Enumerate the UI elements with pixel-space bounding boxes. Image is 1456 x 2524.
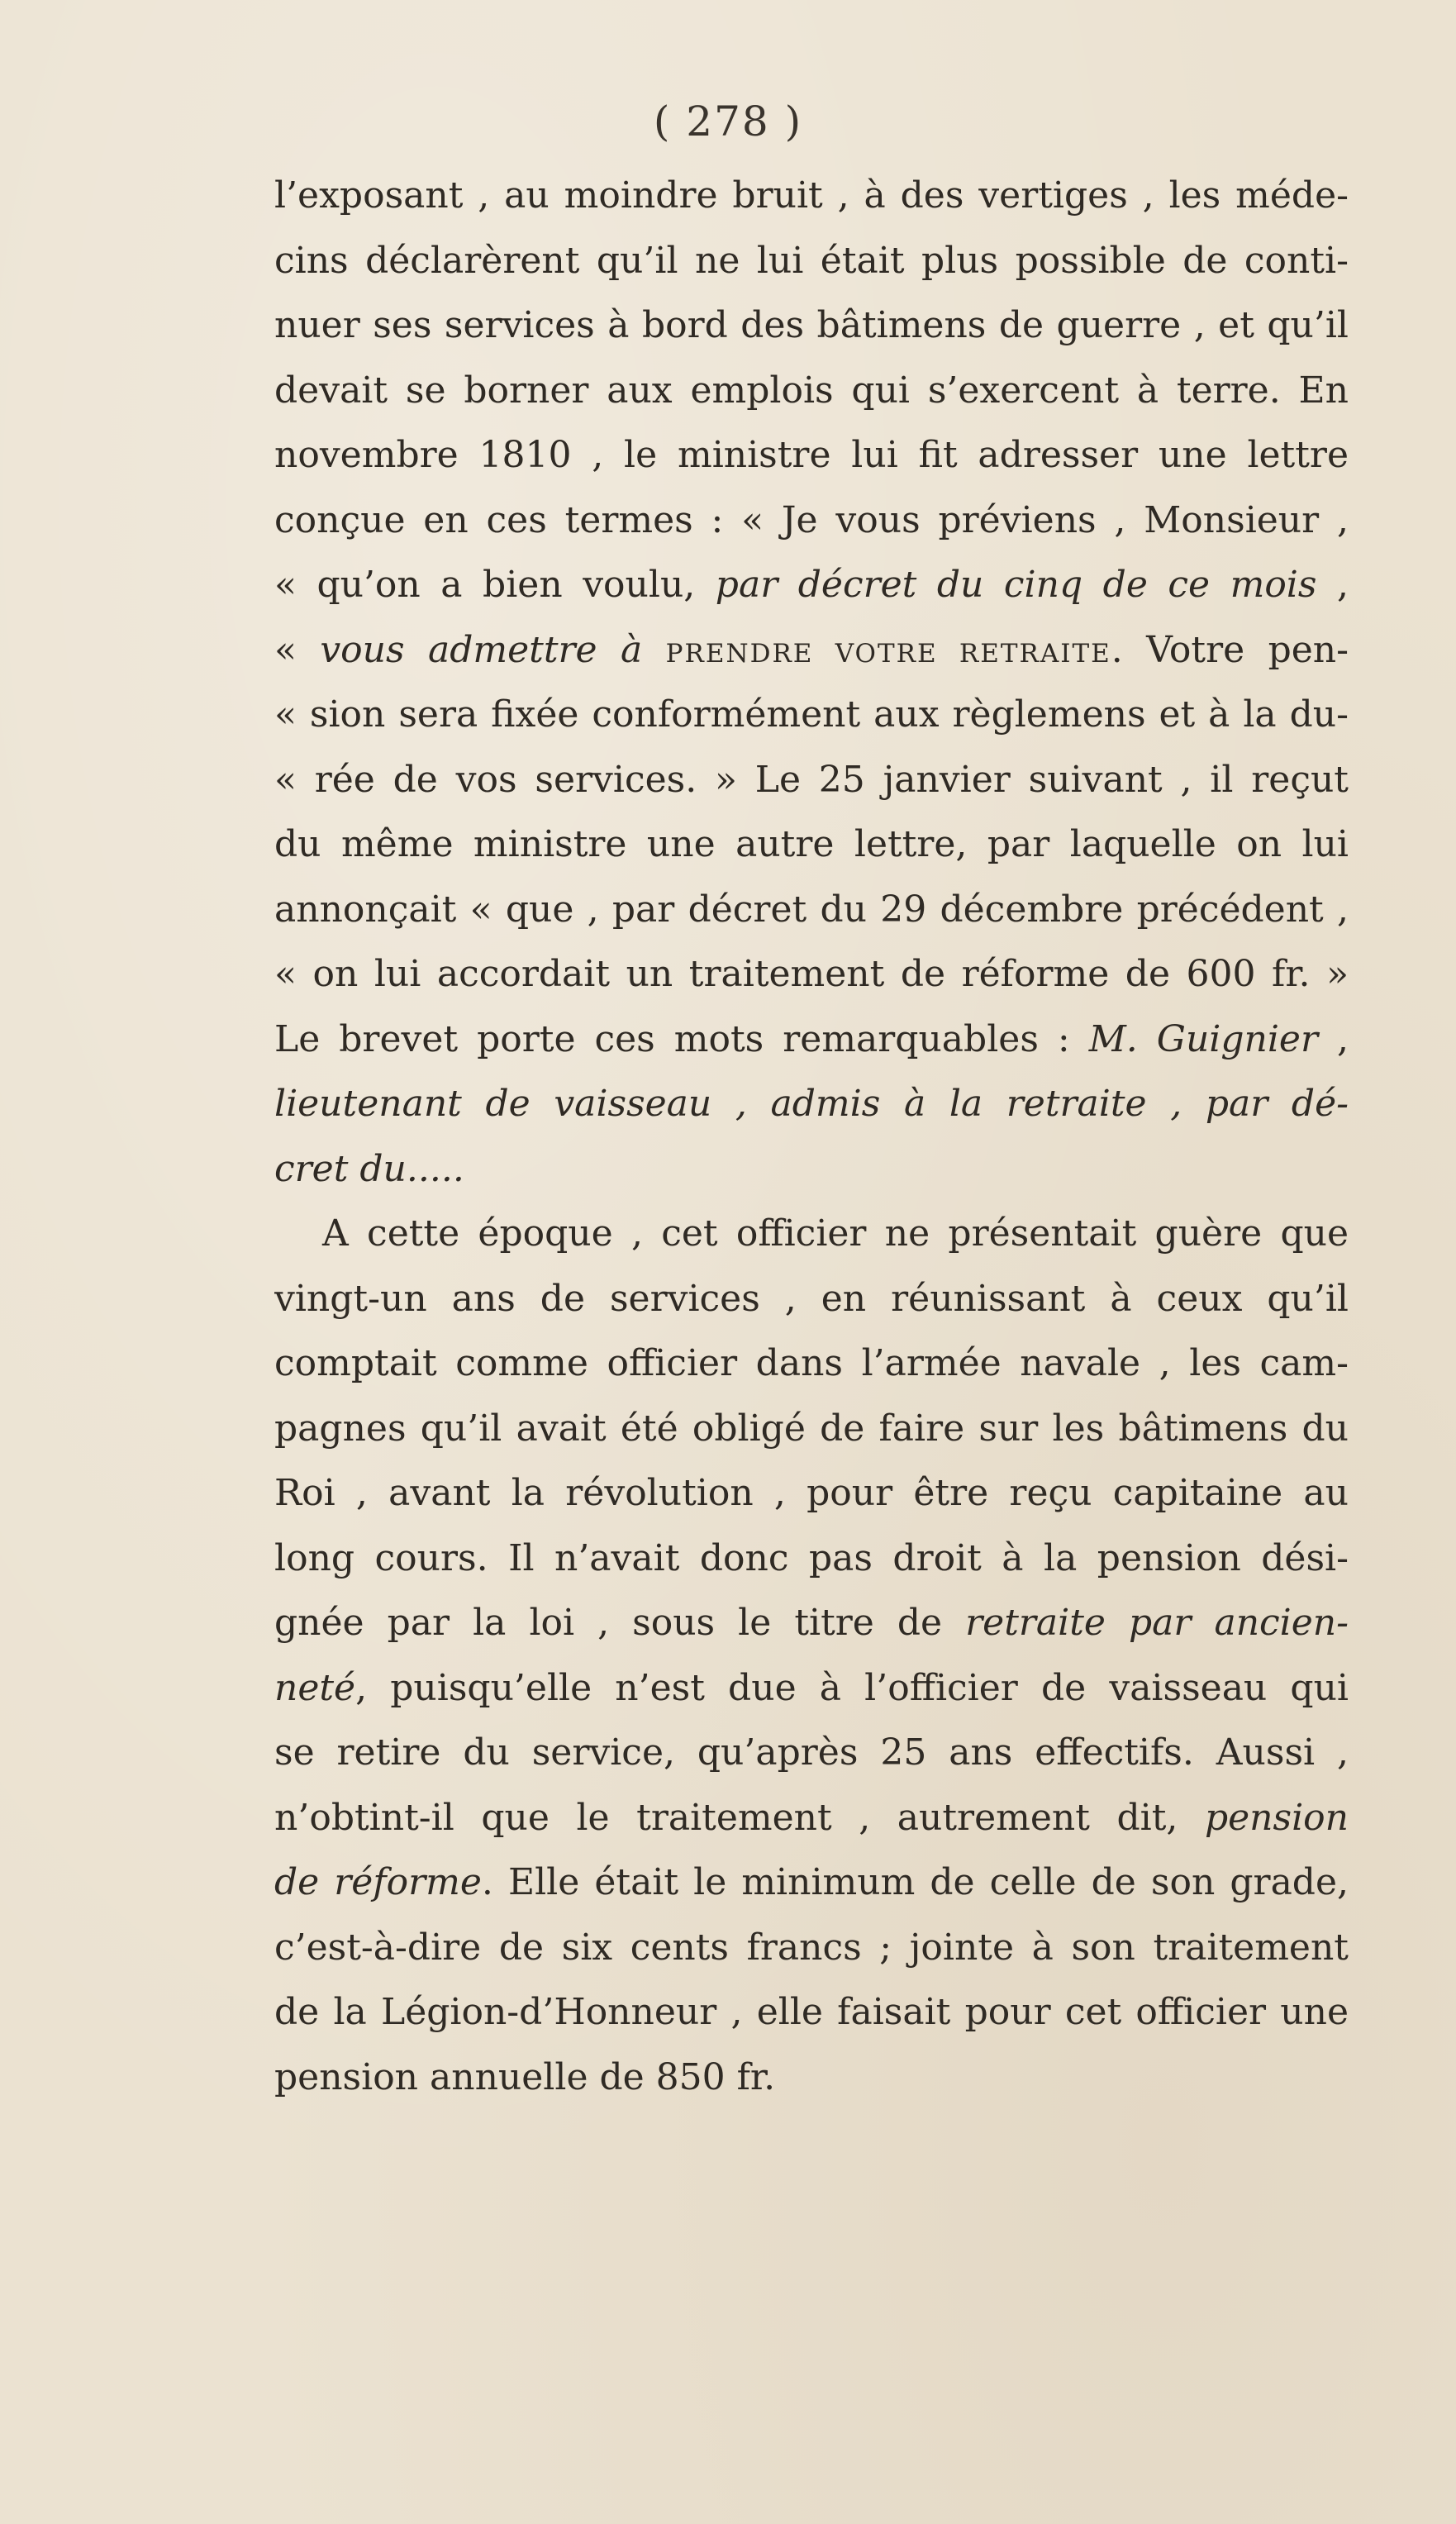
italic-text: retraite par ancien- [965, 1602, 1349, 1644]
italic-text: neté [274, 1666, 356, 1709]
text-line [274, 1331, 1349, 1397]
text-line [274, 878, 1349, 943]
text-run: long cours. Il n’avait donc pas droit à la pension dési- [274, 1536, 1349, 1579]
text-line [274, 812, 1349, 878]
text-line [274, 1850, 1349, 1916]
text-line [274, 423, 1349, 488]
text-line [274, 618, 1349, 683]
text-run: de la Légion-d’Honneur , elle faisait pour cet officier une [274, 1991, 1349, 2033]
italic-text: de réforme [274, 1861, 482, 1903]
text-line [274, 748, 1349, 813]
text-run [642, 629, 665, 671]
text-run: nuer ses services à bord des bâtimens de guerre , et qu’il [274, 304, 1349, 346]
text-run: annonçait « que , par décret du 29 décembre précédent , [274, 888, 1349, 931]
text-run: devait se borner aux emplois qui s’exercent à terre. En [274, 369, 1349, 412]
italic-text: vous admettre à [320, 628, 643, 671]
text-line [274, 1916, 1349, 1981]
italic-text: lieutenant de vaisseau , admis à la retraite , par dé- [274, 1083, 1349, 1125]
text-line [274, 2045, 1349, 2111]
text-run: . Elle était le minimum de celle de son grade, [481, 1861, 1349, 1903]
text-line [274, 488, 1349, 554]
text-run: « on lui accordait un traitement de réforme de 600 fr. » [274, 953, 1349, 995]
text-run: n’obtint-il que le traitement , autrement dit, [274, 1796, 1205, 1839]
text-line [274, 1202, 1349, 1267]
text-run: pension annuelle de 850 fr. [274, 2055, 776, 2098]
text-line [274, 683, 1349, 748]
text-line [274, 1137, 1349, 1202]
text-line [274, 1980, 1349, 2045]
text-run: Le brevet porte ces mots remarquables : [274, 1017, 1089, 1060]
text-run: du même ministre une autre lettre, par laquelle on lui [274, 823, 1349, 865]
text-run: pagnes qu’il avait été obligé de faire sur les bâtimens du [274, 1407, 1349, 1450]
italic-text: par décret du cinq de ce mois [715, 564, 1317, 606]
text-run: A cette époque , cet officier ne présentait guère que [322, 1212, 1349, 1255]
text-run: , [1316, 564, 1349, 606]
text-line [274, 359, 1349, 424]
text-run: « sion sera fixée conformément aux règlemens et à la du- [274, 693, 1349, 736]
text-run: gnée par la loi , sous le titre de [274, 1602, 966, 1644]
text-line [274, 1397, 1349, 1462]
text-line [274, 1072, 1349, 1137]
text-run: cins déclarèrent qu’il ne lui était plus possible de conti- [274, 239, 1349, 282]
text-line [274, 1461, 1349, 1526]
text-run: novembre 1810 , le ministre lui fit adresser une lettre [274, 434, 1349, 476]
text-run: vingt-un ans de services , en réunissant à ceux qu’il [274, 1277, 1349, 1320]
text-line [274, 293, 1349, 359]
text-line [274, 164, 1349, 229]
italic-text: pension [1204, 1796, 1349, 1839]
text-run: . Votre pen- [1111, 628, 1349, 671]
text-run: c’est-à-dire de six cents francs ; jointe à son traitement [274, 1926, 1349, 1969]
text-run: « [274, 628, 321, 671]
body-text [274, 164, 1349, 2110]
text-line [274, 1591, 1349, 1656]
paragraph-1 [274, 164, 1349, 1202]
text-run: « rée de vos services. » Le 25 janvier suivant , il reçut [274, 758, 1349, 801]
text-run: conçue en ces termes : « Je vous préviens , Monsieur , [274, 498, 1349, 541]
text-run: , puisqu’elle n’est due à l’officier de vaisseau qui [355, 1666, 1349, 1709]
text-line [274, 1721, 1349, 1786]
text-line [274, 229, 1349, 294]
italic-text: cret du..... [274, 1147, 464, 1190]
text-run: se retire du service, qu’après 25 ans effectifs. Aussi , [274, 1731, 1349, 1774]
text-line [274, 1267, 1349, 1332]
page-number: ( 278 ) [653, 98, 803, 145]
text-run: Roi , avant la révolution , pour être reçu capitaine au [274, 1472, 1349, 1514]
text-line [274, 1007, 1349, 1073]
paragraph-2 [274, 1202, 1349, 2110]
text-line [274, 1786, 1349, 1851]
small-caps-text: PRENDRE VOTRE RETRAITE [665, 638, 1111, 669]
text-line [274, 553, 1349, 618]
text-line [274, 1526, 1349, 1592]
text-run: « qu’on a bien voulu, [274, 564, 716, 606]
text-run: l’exposant , au moindre bruit , à des vertiges , les méde- [274, 174, 1349, 217]
italic-text: M. Guignier [1088, 1017, 1319, 1060]
text-line [274, 942, 1349, 1007]
text-run: , [1318, 1017, 1349, 1060]
text-run: comptait comme officier dans l’armée navale , les cam- [274, 1342, 1349, 1384]
text-line [274, 1656, 1349, 1722]
